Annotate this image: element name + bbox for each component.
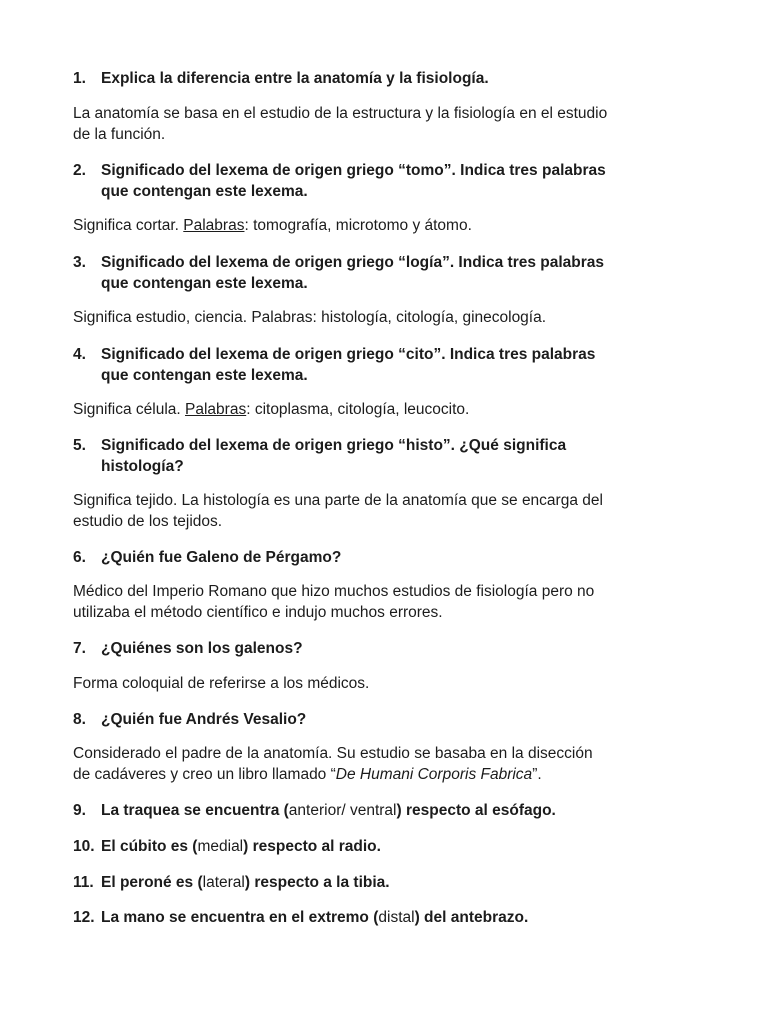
question-number: 3. <box>73 254 86 271</box>
question-number: 9. <box>73 802 86 819</box>
question-text <box>101 435 566 477</box>
question-number: 10. <box>73 838 95 855</box>
answer-1 <box>73 104 713 145</box>
question-number: 5. <box>73 437 86 454</box>
answer-text: Significa cortar. <box>73 217 184 234</box>
book-title: De Humani Corporis Fabrica <box>335 765 533 783</box>
question-number: 11. <box>73 874 94 891</box>
answer-inline: anterior/ ventral <box>288 802 397 819</box>
answer-3 <box>73 308 713 329</box>
question-part: La mano se encuentra en el extremo ( <box>101 909 379 926</box>
answer-line: Considerado el padre de la anatomía. Su estudio se basaba en la disección <box>73 745 593 762</box>
question-text: ¿Quiénes son los galenos? <box>101 640 303 657</box>
answer-text: Significa célula. <box>73 401 186 418</box>
question-line: histología? <box>101 458 184 475</box>
question-number: 1. <box>73 70 86 87</box>
question-line: que contengan este lexema. <box>101 183 308 200</box>
answer-5 <box>73 491 713 532</box>
question-number: 6. <box>73 549 86 566</box>
question-text: ¿Quién fue Galeno de Pérgamo? <box>101 549 342 566</box>
question-text <box>101 907 528 928</box>
question-text <box>101 252 604 294</box>
answer-line: Médico del Imperio Romano que hizo muchos estudios de fisiología pero no <box>73 583 595 600</box>
answer-line <box>73 765 713 786</box>
answer-line: Forma coloquial de referirse a los médicos. <box>73 675 370 692</box>
question-part: El peroné es ( <box>101 874 203 891</box>
answer-7 <box>73 674 713 695</box>
question-line: que contengan este lexema. <box>101 367 308 384</box>
answer-line: Significa tejido. La histología es una parte de la anatomía que se encarga del <box>73 492 603 509</box>
answer-underlined: Palabras <box>183 217 245 234</box>
question-number: 8. <box>73 711 86 728</box>
question-part: La traquea se encuentra ( <box>101 802 289 819</box>
question-line: Significado del lexema de origen griego “logía”. Indica tres palabras <box>101 254 605 271</box>
answer-text: : tomografía, microtomo y átomo. <box>244 217 472 234</box>
answer-text: : citoplasma, citología, leucocito. <box>246 401 470 418</box>
answer-line: Significa estudio, ciencia. Palabras: histología, citología, ginecología. <box>73 309 547 326</box>
answer-line: estudio de los tejidos. <box>73 512 223 530</box>
question-line: Significado del lexema de origen griego “histo”. ¿Qué significa <box>101 437 567 454</box>
question-number: 12. <box>73 909 95 926</box>
question-part: ) respecto al radio. <box>243 838 381 855</box>
question-number: 7. <box>73 640 86 657</box>
question-number: 2. <box>73 162 86 179</box>
question-text <box>101 872 390 893</box>
question-line: Significado del lexema de origen griego “cito”. Indica tres palabras <box>101 346 596 363</box>
answer-6 <box>73 582 713 623</box>
answer-2 <box>73 216 713 237</box>
question-part: El cúbito es ( <box>101 838 198 855</box>
answer-8 <box>73 744 713 785</box>
question-text <box>101 344 595 386</box>
answer-text: ”. <box>532 765 542 783</box>
question-line: Significado del lexema de origen griego “tomo”. Indica tres palabras <box>101 162 606 179</box>
answer-inline: distal <box>378 909 415 926</box>
answer-inline: lateral <box>202 874 245 891</box>
question-part: ) del antebrazo. <box>414 909 529 926</box>
question-line: que contengan este lexema. <box>101 275 308 292</box>
answer-line: utilizaba el método científico e indujo muchos errores. <box>73 603 443 621</box>
question-text <box>101 800 556 821</box>
answer-inline: medial <box>197 838 244 855</box>
question-text <box>101 836 381 857</box>
question-text: ¿Quién fue Andrés Vesalio? <box>101 711 307 728</box>
question-part: ) respecto a la tibia. <box>244 874 390 891</box>
question-number: 4. <box>73 346 86 363</box>
answer-4 <box>73 400 713 421</box>
answer-underlined: Palabras <box>185 401 247 418</box>
question-part: ) respecto al esófago. <box>396 802 556 819</box>
answer-text: de cadáveres y creo un libro llamado “ <box>73 765 336 783</box>
question-text <box>101 160 606 202</box>
question-text: Explica la diferencia entre la anatomía y la fisiología. <box>101 70 489 87</box>
answer-line: La anatomía se basa en el estudio de la estructura y la fisiología en el estudio <box>73 105 608 122</box>
answer-line: de la función. <box>73 125 166 143</box>
